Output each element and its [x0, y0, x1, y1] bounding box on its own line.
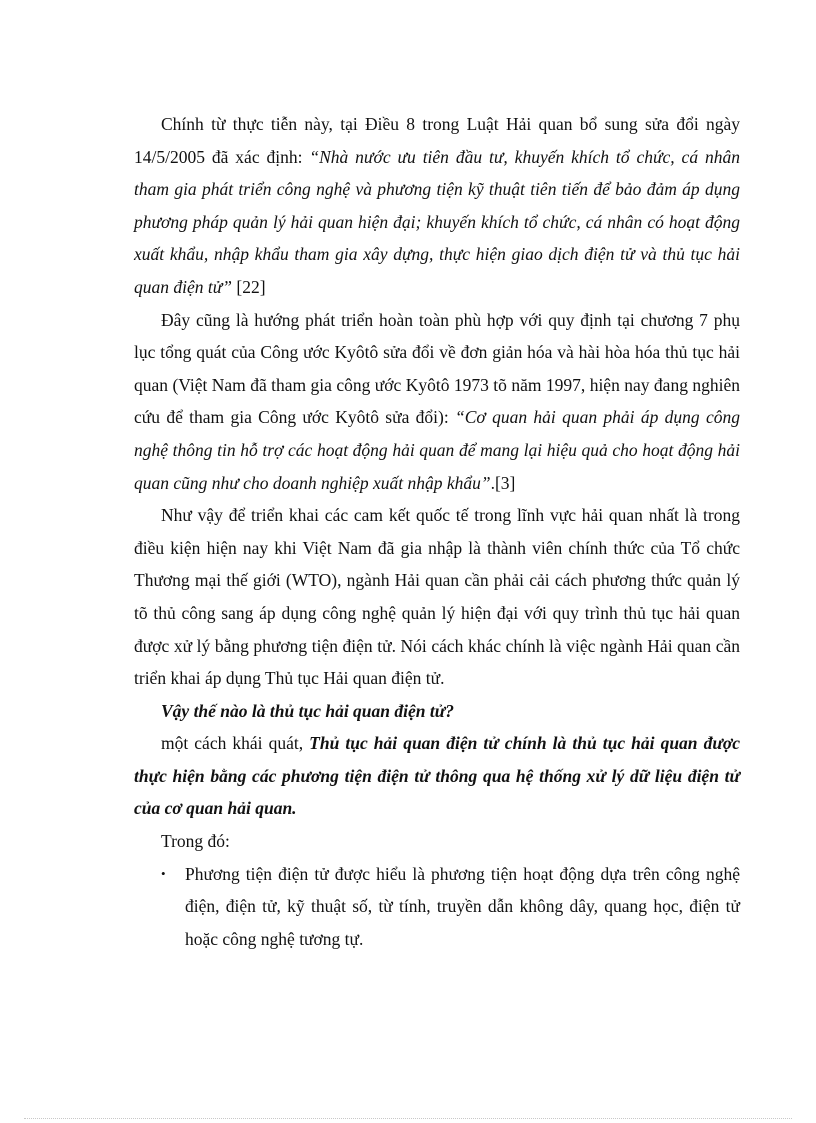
- definition-text: Thủ tục hải quan điện tử chính là thủ tục hải quan được thực hiện bằng các phương tiện điện tử thông qua hệ thống xử lý dữ liệu điện tử của cơ quan hải quan.: [134, 733, 740, 819]
- citation-ref: .[3]: [490, 472, 516, 493]
- bullet-text: Phương tiện điện tử được hiểu là phương tiện hoạt động dựa trên công nghệ điện, điện tử, kỹ thuật số, từ tính, truyền dẫn không dây, quang học, điện tử hoặc công nghệ tương tự.: [185, 863, 740, 949]
- paragraph-wto-reform: Như vậy để triển khai các cam kết quốc tế trong lĩnh vực hải quan nhất là trong điều kiện hiện nay khi Việt Nam đã gia nhập là thành viên chính thức của Tổ chức Thương mại thế giới (WTO), ngành Hải quan cần phải cải cách phương thức quản lý tõ thủ công sang áp dụng công nghệ quản lý hiện đại với quy trình thủ tục hải quan được xử lý bằng phương tiện điện tử. Nói cách khác chính là việc ngành Hải quan cần triển khai áp dụng Thủ tục Hải quan điện tử.: [134, 505, 740, 689]
- paragraph-law-article-8: [134, 108, 740, 304]
- paragraph-definition: [134, 727, 740, 825]
- citation-ref: [22]: [232, 276, 266, 297]
- page-bottom-divider: [24, 1118, 792, 1119]
- paragraph-lead-text: Đây cũng là hướng phát triển hoàn toàn phù hợp với quy định tại chương 7 phụ lục tổng quát của Công ước Kyôtô sửa đổi về đơn giản hóa và hài hòa hóa thủ tục hải quan (Việt Nam đã tham gia công ước Kyôtô 1973 tõ năm 1997, hiện nay đang nghiên cứu để tham gia Công ước Kyôtô sửa đổi):: [134, 309, 740, 428]
- bullet-icon: •: [161, 865, 166, 881]
- document-body: [134, 108, 740, 955]
- paragraph-lead-text: Chính từ thực tiễn này, tại Điều 8 trong Luật Hải quan bổ sung sửa đổi ngày 14/5/2005 đã xác định:: [134, 114, 740, 167]
- bullet-item-electronic-means: [134, 858, 740, 956]
- paragraph-kyoto-convention: [134, 304, 740, 500]
- paragraph-in-which: Trong đó:: [161, 831, 230, 852]
- paragraph-lead-text: một cách khái quát,: [161, 733, 310, 754]
- law-quote: “Nhà nước ưu tiên đầu tư, khuyến khích tổ chức, cá nhân tham gia phát triển công nghệ và phương tiện kỹ thuật tiên tiến để bảo đảm áp dụng phương pháp quản lý hải quan hiện đại; khuyến khích tổ chức, cá nhân có hoạt động xuất khẩu, nhập khẩu tham gia xây dựng, thực hiện giao dịch điện tử và thủ tục hải quan điện tử”: [134, 146, 740, 297]
- question-heading: Vậy thế nào là thủ tục hải quan điện tử?: [161, 700, 454, 721]
- convention-quote: “Cơ quan hải quan phải áp dụng công nghệ thông tin hỗ trợ các hoạt động hải quan để mang lại hiệu quả cho hoạt động hải quan cũng như cho doanh nghiệp xuất nhập khẩu”: [134, 407, 740, 493]
